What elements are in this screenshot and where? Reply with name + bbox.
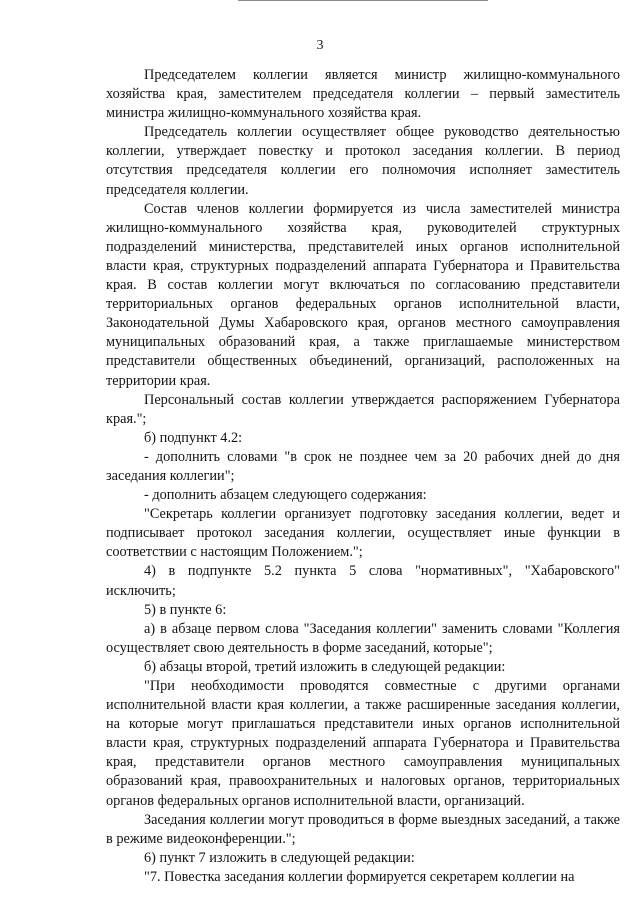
paragraph: Председатель коллегии осуществляет общее руководство деятельностью коллегии, утверждает повестку и протокол заседания коллегии. В период отсутствия председателя коллегии его полномочия исполняет заместитель председателя коллегии.	[106, 124, 620, 198]
paragraph: "При необходимости проводятся совместные с другими органами исполнительной власти края коллегии, а также расширенные заседания коллегии, на которые могут приглашаться представители иных органов исполнительной власти края, структурных подразделений аппарата Губернатора и Правительства края, представители органов местного самоуправления муниципальных образований края, правоохранительных и налоговых органов, территориальных органов федеральных органов исполнительной власти, организаций.	[106, 678, 620, 809]
top-rule	[238, 0, 488, 1]
paragraph: 4) в подпункте 5.2 пункта 5 слова "нормативных", "Хабаровского" исключить;	[106, 563, 620, 599]
paragraph: 5) в пункте 6:	[144, 601, 227, 618]
paragraph: "Секретарь коллегии организует подготовку заседания коллегии, ведет и подписывает протокол заседания коллегии, осуществляет иные функции в соответствии с настоящим Положением.";	[106, 506, 620, 561]
paragraph: а) в абзаце первом слова "Заседания коллегии" заменить словами "Коллегия осуществляет свою деятельность в форме заседаний, которые";	[106, 620, 620, 656]
paragraph: Персональный состав коллегии утверждается распоряжением Губернатора края.";	[106, 391, 620, 427]
paragraph: Заседания коллегии могут проводиться в форме выездных заседаний, а также в режиме видеоконференции.";	[106, 811, 620, 847]
document-body	[106, 66, 620, 887]
paragraph: б) абзацы второй, третий изложить в следующей редакции:	[144, 658, 506, 675]
paragraph: "7. Повестка заседания коллегии формируется секретарем коллегии на	[144, 868, 575, 885]
paragraph: - дополнить абзацем следующего содержания:	[144, 487, 427, 504]
paragraph: б) подпункт 4.2:	[144, 429, 243, 446]
paragraph: Состав членов коллегии формируется из числа заместителей министра жилищно-коммунального хозяйства края, руководителей структурных подразделений министерства, представителей иных органов исполнительной власти края, структурных подразделений аппарата Губернатора и Правительства края. В состав коллегии могут включаться по согласованию представители территориальных органов федеральных органов исполнительной власти, Законодательной Думы Хабаровского края, органов местного самоуправления муниципальных образований края, а также приглашаемые министерством представители общественных объединений, организаций, расположенных на территории края.	[106, 200, 620, 389]
paragraph: - дополнить словами "в срок не позднее чем за 20 рабочих дней до дня заседания коллегии";	[106, 448, 620, 484]
page-number: 3	[316, 38, 324, 53]
paragraph: Председателем коллегии является министр жилищно-коммунального хозяйства края, заместителем председателя коллегии – первый заместитель министра жилищно-коммунального хозяйства края.	[106, 67, 620, 122]
paragraph: 6) пункт 7 изложить в следующей редакции:	[144, 849, 415, 866]
